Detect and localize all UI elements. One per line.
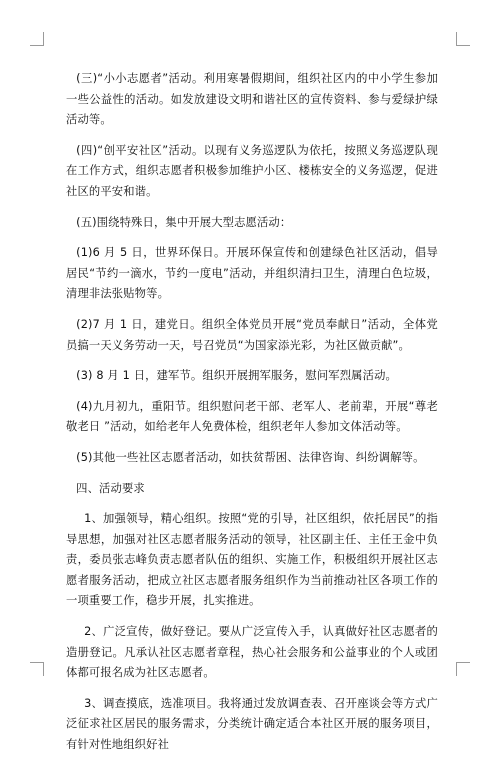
paragraph-safe-community: (四)“创平安社区”活动。以现有义务巡逻队为依托，按照义务巡逻队现在工作方式，组织志愿者积极参加维护小区、楼栋安全的义务巡逻，促进社区的平安和谐。 — [66, 143, 438, 198]
paragraph-survey: 3、调查摸底，选准项目。我将通过发放调查表、召开座谈会等方式广泛征求社区居民的服务需求，分类统计确定适合本社区开展的服务项目，有针对性地组织好社 — [66, 696, 438, 752]
paragraph-leadership: 1、加强领导，精心组织。按照“党的引导，社区组织，依托居民”的指导思想，加强对社区志愿者服务活动的领导，社区副主任、主任王金中负责，委员张志峰负责志愿者队伍的组织、实施工作，积极组织开展社区志愿者服务活动，把成立社区志愿者服务组织作为当前推动社区各项工作的一项重要工作，稳步开展，扎实推进。 — [66, 512, 438, 608]
crop-mark-top-left — [30, 32, 44, 46]
paragraph-other-activities: (5)其他一些社区志愿者活动，如扶贫帮困、法律咨询、纠纷调解等。 — [76, 450, 425, 464]
paragraph-double-ninth: (4)九月初九，重阳节。组织慰问老干部、老军人、老前辈，开展“尊老敬老日 ”活动，如给老年人免费体检，组织老年人参加文体活动等。 — [66, 399, 438, 434]
paragraph-publicity: 2、广泛宣传，做好登记。要从广泛宣传入手，认真做好社区志愿者的造册登记。凡承认社区志愿者章程，热心社会服务和公益事业的个人或团体都可报名成为社区志愿者。 — [66, 625, 438, 680]
crop-mark-bottom-left — [30, 662, 44, 676]
paragraph-special-days: (五)围绕特殊日，集中开展大型志愿活动： — [76, 215, 292, 229]
paragraph-environment-day: (1)6 月 5 日，世界环保日。开展环保宣传和创建绿色社区活动，倡导居民“节约一滴水，节约一度电”活动，并组织清扫卫生，清理白色垃圾，清理非法张贴物等。 — [66, 246, 438, 301]
section-heading-requirements: 四、活动要求 — [76, 481, 145, 495]
crop-mark-bottom-right — [456, 662, 470, 676]
paragraph-party-day: (2)7 月 1 日，建党日。组织全体党员开展“党员奉献日”活动，全体党员搞一天义务劳动一天，号召党员“为国家添光彩，为社区做贡献”。 — [66, 317, 438, 352]
paragraph-army-day: (3) 8 月 1 日，建军节。组织开展拥军服务，慰问军烈属活动。 — [76, 369, 397, 383]
document-body — [66, 69, 438, 766]
paragraph-little-volunteers: (三)“小小志愿者”活动。利用寒暑假期间，组织社区内的中小学生参加一些公益性的活动。如发放建设文明和谐社区的宣传资料、参与爱绿护绿活动等。 — [66, 72, 438, 127]
crop-mark-top-right — [456, 32, 470, 46]
